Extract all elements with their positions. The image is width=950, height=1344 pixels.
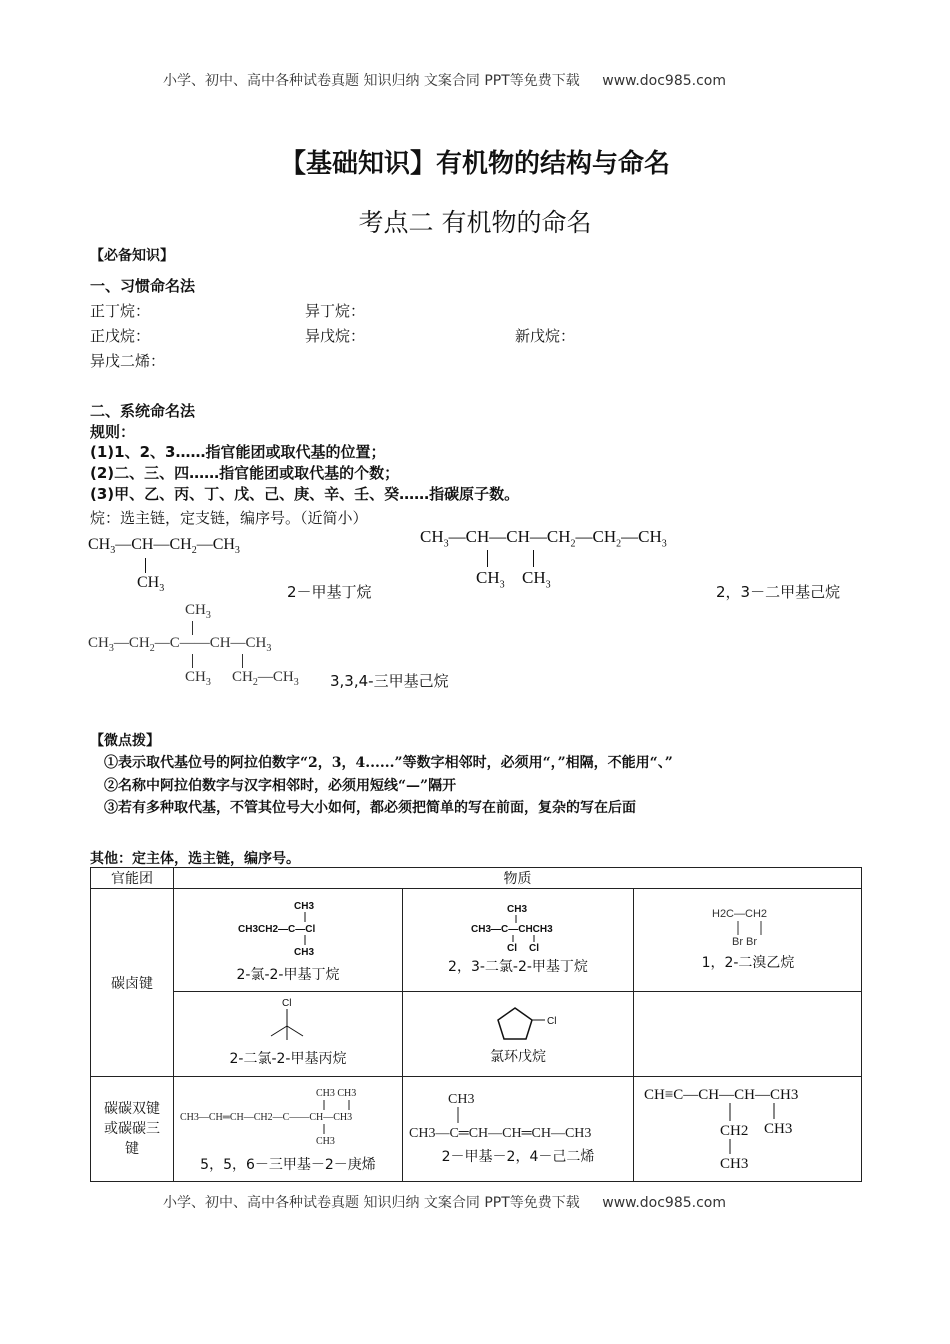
branch-ch3-top: $CH_3$: [185, 602, 211, 621]
bond-line: [145, 558, 146, 573]
alkane-rule: 烷：选主链，定支链，编序号。（近简小）: [90, 509, 368, 527]
branch-ethyl: $CH_2—CH_3$: [232, 669, 299, 688]
branch-ch3: $CH_3$: [476, 568, 505, 591]
svg-text:Br Br: Br Br: [732, 936, 758, 948]
structure-3-3-4-trimethylhexane: $CH_3—CH_2—C——CH—CH_3$: [88, 635, 272, 654]
tip-3: ③若有多种取代基，不管其位号大小如何，都必须把简单的写在前面，复杂的写在后面: [104, 800, 636, 816]
svg-text:CH3—CH═CH—CH2—C——CH—CH3: CH3—CH═CH—CH2—C——CH—CH3: [180, 1112, 353, 1123]
col-header-group: 官能团: [91, 868, 174, 889]
bond-line: [533, 550, 534, 567]
bond-line: [192, 654, 193, 668]
name-2-3-dichloro-2-methylbutane: 2，3-二氯-2-甲基丁烷: [448, 959, 588, 975]
group-carbon-halogen: 碳卤键: [91, 889, 174, 1077]
bond-line: [487, 550, 488, 567]
structure-alkyne: [634, 1077, 862, 1181]
cell-empty: [634, 992, 862, 1077]
other-rule: 其他：定主体，选主链，编序号。: [90, 851, 300, 867]
rule-3: (3)甲、乙、丙、丁、戊、己、庚、辛、壬、癸……指碳原子数。: [90, 485, 520, 503]
name-5-5-6-trimethyl-2-heptene: 5，5，6－三甲基－2－庚烯: [200, 1157, 376, 1173]
svg-text:CH≡C—CH—CH—CH3: CH≡C—CH—CH—CH3: [644, 1087, 799, 1103]
example-3-name: 3,3,4-三甲基己烷: [330, 672, 449, 690]
svg-text:CH3CH2—C—Cl: CH3CH2—C—Cl: [238, 924, 316, 935]
svg-text:CH3: CH3: [316, 1136, 335, 1147]
svg-text:H2C—CH2: H2C—CH2: [712, 908, 768, 920]
branch-ch3-bottom: $CH_3$: [185, 669, 211, 688]
cell-compound-4: [174, 992, 403, 1077]
group-double-triple-bond: 碳碳双键或碳碳三键: [91, 1077, 174, 1182]
svg-text:CH3: CH3: [720, 1156, 749, 1172]
isopentadiene-label: 异戊二烯：: [90, 352, 166, 370]
svg-text:CH3—C═CH—CH═CH—CH3: CH3—C═CH—CH═CH—CH3: [409, 1126, 592, 1141]
svg-text:CH3 CH3: CH3 CH3: [316, 1088, 357, 1099]
svg-text:Cl: Cl: [282, 998, 292, 1009]
svg-text:CH3: CH3: [294, 901, 315, 912]
bond-line: [242, 654, 243, 668]
svg-text:Cl: Cl: [529, 943, 539, 954]
page-subtitle: 考点二 有机物的命名: [358, 208, 592, 237]
example-2-name: 2，3－二甲基己烷: [716, 583, 841, 601]
habit-heading: 一、习惯命名法: [90, 277, 196, 295]
cell-compound-1: [174, 889, 403, 992]
branch-ch3: $CH_3$: [522, 568, 551, 591]
functional-group-table: [90, 867, 862, 1182]
tip-1: ①表示取代基位号的阿拉伯数字“2，3，4......”等数字相邻时，必须用“，”相隔，不能用“、”: [104, 755, 673, 771]
svg-text:CH3: CH3: [507, 904, 528, 915]
cell-compound-5: [403, 992, 634, 1077]
structure-2-methylbutane: $CH_3—CH—CH_2—CH_3$: [88, 536, 240, 557]
iso-pentane-label: 异戊烷：: [305, 327, 366, 345]
svg-text:CH3: CH3: [764, 1121, 793, 1137]
svg-text:Cl: Cl: [507, 943, 517, 954]
name-chlorocyclopentane: 氯环戊烷: [490, 1049, 546, 1065]
svg-text:CH3: CH3: [448, 1092, 475, 1107]
svg-text:Cl: Cl: [547, 1016, 557, 1027]
structure-1-2-dibromoethane: [634, 889, 862, 991]
name-2-methyl-2-4-hexadiene: 2－甲基－2，4－己二烯: [441, 1149, 595, 1165]
branch-ch3: $CH_3$: [137, 574, 165, 595]
system-heading: 二、系统命名法: [90, 402, 196, 420]
example-1-name: 2－甲基丁烷: [287, 583, 372, 601]
tip-2: ②名称中阿拉伯数字与汉字相邻时，必须用短线“—”隔开: [104, 778, 457, 794]
name-2-chloro-2-methylbutane: 2-氯-2-甲基丁烷: [236, 967, 340, 983]
svg-text:CH3—C—CHCH3: CH3—C—CHCH3: [471, 924, 553, 935]
page-footer: 小学、初中、高中各种试卷真题 知识归纳 文案合同 PPT等免费下载 www.doc985.com: [163, 1195, 726, 1211]
cell-compound-7: [403, 1077, 634, 1182]
n-pentane-label: 正戊烷：: [90, 327, 151, 345]
structure-2-3-dimethylhexane: $CH_3—CH—CH—CH_2—CH_2—CH_3$: [420, 527, 667, 550]
name-1-2-dibromoethane: 1，2-二溴乙烷: [701, 955, 795, 971]
rule-1: (1)1、2、3……指官能团或取代基的位置；: [90, 443, 386, 461]
bond-line: [192, 621, 193, 635]
footer-site: www.doc985.com: [602, 1195, 726, 1211]
cell-compound-6: [174, 1077, 403, 1182]
rule-2: (2)二、三、四……指官能团或取代基的个数；: [90, 464, 400, 482]
svg-text:CH3: CH3: [294, 947, 315, 958]
section-required: 【必备知识】: [90, 248, 174, 264]
cell-compound-8: [634, 1077, 862, 1182]
col-header-substance: 物质: [174, 868, 862, 889]
svg-text:CH2: CH2: [720, 1123, 749, 1139]
page-title: 【基础知识】有机物的结构与命名: [279, 149, 670, 179]
iso-butane-label: 异丁烷：: [305, 302, 366, 320]
name-2-chloro-2-methylpropane: 2-二氯-2-甲基丙烷: [229, 1051, 347, 1067]
n-butane-label: 正丁烷：: [90, 302, 151, 320]
neo-pentane-label: 新戊烷：: [515, 327, 576, 345]
page-header: 小学、初中、高中各种试卷真题 知识归纳 文案合同 PPT等免费下载 www.doc985.com: [163, 73, 726, 89]
cell-compound-3: [634, 889, 862, 992]
header-site: www.doc985.com: [602, 73, 726, 89]
rules-label: 规则：: [90, 423, 136, 441]
cell-compound-2: [403, 889, 634, 992]
tips-heading: 【微点拨】: [90, 733, 160, 749]
